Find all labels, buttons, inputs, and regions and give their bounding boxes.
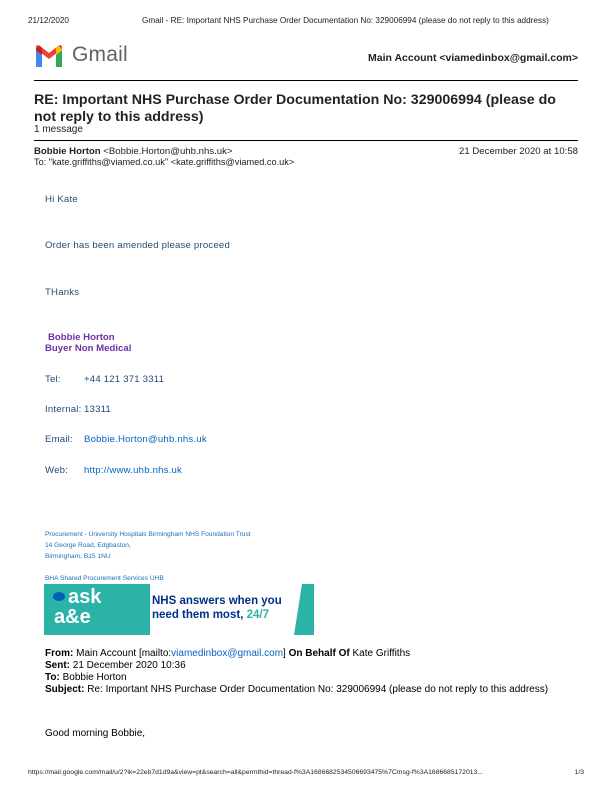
message-body: Order has been amended please proceed [45,240,231,251]
banner-line-2a: need them most, [152,609,244,621]
quoted-from-name: Main Account [mailto: [76,648,172,659]
message-sender [34,146,233,157]
quoted-behalf-label: On Behalf Of [288,648,350,659]
internal-value: 13311 [84,404,111,415]
message-date: 21 December 2020 at 10:58 [459,146,578,157]
account-label: Main Account <viamedinbox@gmail.com> [368,52,578,64]
banner-line-1: NHS answers when you [152,595,282,607]
print-title: Gmail - RE: Important NHS Purchase Order Documentation No: 329006994 (please do not reply to this address) [142,16,549,25]
quoted-greeting: Good morning Bobbie, [45,728,146,739]
quoted-to-label: To: [45,672,60,683]
quoted-sent-label: Sent: [45,660,70,671]
message-recipient: To: "kate.griffiths@viamed.co.uk" <kate.griffiths@viamed.co.uk> [34,157,295,167]
ask-ae-banner [44,584,314,635]
quoted-subject-label: Subject: [45,684,85,695]
message-thanks: THanks [45,287,80,298]
banner-ask: ask [68,586,102,608]
message-greeting: Hi Kate [45,194,78,205]
message-count: 1 message [34,124,83,135]
org-line-2: 14 George Road, Edgbaston, [45,542,131,549]
email-label: Email: [45,434,73,445]
header-divider [34,80,578,81]
quoted-behalf-name: Kate Griffiths [352,648,411,659]
banner-line-2b: 24/7 [246,609,269,621]
quoted-sent-value: 21 December 2020 10:36 [72,660,186,671]
org-line-1: Procurement - University Hospitals Birmingham NHS Foundation Trust [45,531,251,538]
tel-value: +44 121 371 3311 [84,374,165,385]
thread-subject: RE: Important NHS Purchase Order Documentation No: 329006994 (please do not reply to this address) [34,92,556,125]
internal-label: Internal: [45,404,82,415]
tel-label: Tel: [45,374,61,385]
org-service: BHA Shared Procurement Services UHB [45,575,164,582]
sender-email: <Bobbie.Horton@uhb.nhs.uk> [103,146,233,157]
signature-name: Bobbie Horton [48,332,115,343]
signature-email-link[interactable]: Bobbie.Horton@uhb.nhs.uk [84,434,207,445]
print-date: 21/12/2020 [28,16,69,25]
banner-ask-ae [54,587,101,627]
quoted-subject-value: Re: Important NHS Purchase Order Documentation No: 329006994 (please do not reply to this address) [87,684,549,695]
signature-role: Buyer Non Medical [45,343,132,354]
gmail-wordmark: Gmail [72,43,128,66]
quoted-from-link[interactable]: viamedinbox@gmail.com [171,648,284,659]
banner-teal-corner [294,584,314,635]
web-label: Web: [45,465,69,476]
banner-ae: a&e [54,606,91,628]
thread-divider [34,140,578,141]
quoted-sent [45,660,186,671]
quoted-to [45,672,127,683]
print-page-number: 1/3 [574,769,584,776]
quoted-subject [45,684,548,695]
signature-web-link[interactable]: http://www.uhb.nhs.uk [84,465,183,476]
banner-line-2 [152,609,269,621]
quoted-from-label: From: [45,648,74,659]
print-footer-url: https://mail.google.com/mail/u/2?ik=22eb7d1d9a&view=pt&search=all&permthid=thread-f%3A1686682534506693475%7Cmsg-f%3A1686685172013... [28,769,483,776]
org-line-3: Birmingham, B15 1NU [45,553,111,560]
quoted-to-value: Bobbie Horton [62,672,127,683]
banner-teal-block [44,584,150,635]
sender-name: Bobbie Horton [34,146,101,157]
quoted-from-close: ] [283,648,286,659]
quoted-from [45,648,410,659]
gmail-m-icon [34,45,64,69]
